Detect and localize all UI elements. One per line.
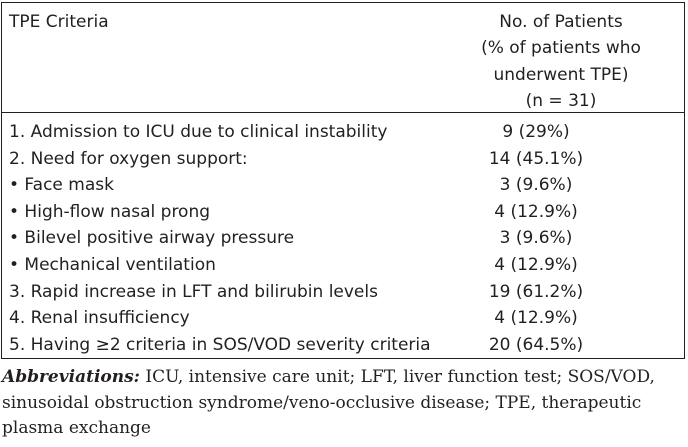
table-row: [2, 172, 684, 199]
patient-count: 20 (64.5%): [488, 334, 584, 355]
abbreviations-footnote: [2, 365, 686, 442]
patients-header-line: (% of patients who: [481, 38, 641, 59]
patient-count: 3 (9.6%): [499, 175, 573, 196]
criterion-label: • Face mask: [9, 175, 114, 196]
table-row: [2, 252, 684, 279]
criterion-label: • Mechanical ventilation: [9, 254, 216, 275]
patient-count: 19 (61.2%): [488, 281, 584, 302]
table-row: [2, 225, 684, 252]
table-header: [2, 3, 684, 113]
patients-header-line: No. of Patients: [499, 12, 623, 32]
patient-count: 3 (9.6%): [499, 228, 573, 249]
patient-count: 4 (12.9%): [494, 201, 578, 222]
criterion-label: 2. Need for oxygen support:: [9, 148, 248, 169]
criterion-label: 5. Having ≥2 criteria in SOS/VOD severity criteria: [9, 334, 431, 355]
table-row: [2, 199, 684, 226]
patient-count: 4 (12.9%): [494, 254, 578, 275]
criterion-label: 1. Admission to ICU due to clinical instability: [9, 122, 388, 142]
patients-header-line: underwent TPE): [493, 64, 629, 85]
patient-count: 4 (12.9%): [494, 308, 578, 329]
table-row: [2, 332, 684, 359]
table-row: [2, 305, 684, 332]
footnote-title: Abbreviations:: [2, 367, 140, 387]
criterion-label: • High-flow nasal prong: [9, 201, 211, 222]
patients-column-header: [446, 9, 676, 114]
criteria-column-header: TPE Criteria: [9, 12, 109, 32]
patient-count: 9 (29%): [502, 122, 570, 142]
tpe-criteria-table: [1, 2, 685, 359]
patients-header-line: (n = 31): [525, 90, 597, 111]
table-row: [2, 119, 684, 146]
criterion-label: 4. Renal insufficiency: [9, 308, 190, 329]
table-row: [2, 146, 684, 173]
criterion-label: 3. Rapid increase in LFT and bilirubin levels: [9, 281, 378, 302]
table-row: [2, 279, 684, 306]
footnote-text: ICU, intensive care unit; LFT, liver function test; SOS/VOD, sinusoidal obstruction syndrome/veno-occlusive disease; TPE, therapeutic plasma exchange: [2, 367, 655, 438]
table-body: [2, 113, 684, 358]
patient-count: 14 (45.1%): [488, 148, 584, 169]
criterion-label: • Bilevel positive airway pressure: [9, 228, 295, 249]
